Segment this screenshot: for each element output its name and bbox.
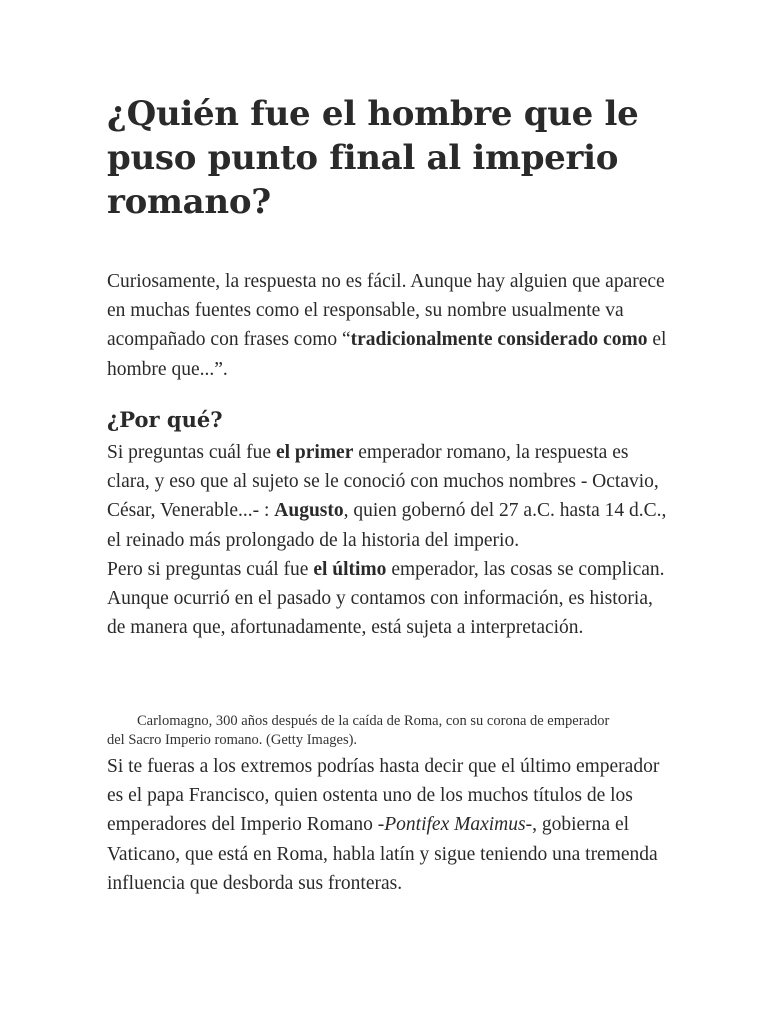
intro-text: Curiosamente, la respuesta no es fácil. Aunque hay alguien que aparece en muchas fuentes como el responsable, su nombre usualmente va acompañado con frases como “ [107, 271, 665, 351]
article-title: ¿Quién fue el hombre que le puso punto final al imperio romano? [107, 94, 639, 222]
final-paragraph [107, 752, 667, 898]
image-caption: Carlomagno, 300 años después de la caída de Roma, con su corona de emperador del Sacro Imperio romano. (Getty Images). [107, 713, 610, 748]
bold-el-ultimo: el último [313, 558, 387, 580]
section-body [107, 438, 669, 642]
intro-paragraph [107, 267, 667, 384]
final-text: Si te fueras a los extremos podrías hasta decir que el último emperador es el papa Francisco, quien ostenta uno de los muchos títulos de los emperadores del Imperio Romano - [107, 756, 660, 836]
section-text: Pero si preguntas cuál fue [107, 558, 314, 580]
section-sentence-last-emperor [107, 555, 669, 584]
intro-bold-phrase: tradicionalmente considerado como [350, 329, 648, 351]
section-heading: ¿Por qué? [107, 407, 223, 432]
section-text: Si preguntas cuál fue [107, 442, 276, 463]
section-sentence-first-emperor [107, 438, 669, 555]
section-text: emperador romano, la respuesta es clara, y eso que al sujeto se le conoció con muchos nombres - Octavio, César, Venerable...- : [107, 442, 659, 522]
italic-pontifex-maximus: Pontifex Maximus- [384, 814, 533, 836]
bold-augusto: Augusto [274, 500, 344, 522]
intro-text-end: el hombre que...”. [107, 329, 667, 380]
bold-el-primer: el primer [275, 442, 354, 463]
section-text: emperador, las cosas se complican. [386, 558, 665, 580]
section-text: , quien gobernó del 27 a.C. hasta 14 d.C., el reinado más prolongado de la historia del imperio. [107, 500, 667, 551]
section-sentence-interpretation: Aunque ocurrió en el pasado y contamos con información, es historia, de manera que, afortunadamente, está sujeta a interpretación. [107, 588, 653, 639]
final-text-end: , gobierna el Vaticano, que está en Roma, habla latín y sigue teniendo una tremenda influencia que desborda sus fronteras. [107, 814, 658, 894]
